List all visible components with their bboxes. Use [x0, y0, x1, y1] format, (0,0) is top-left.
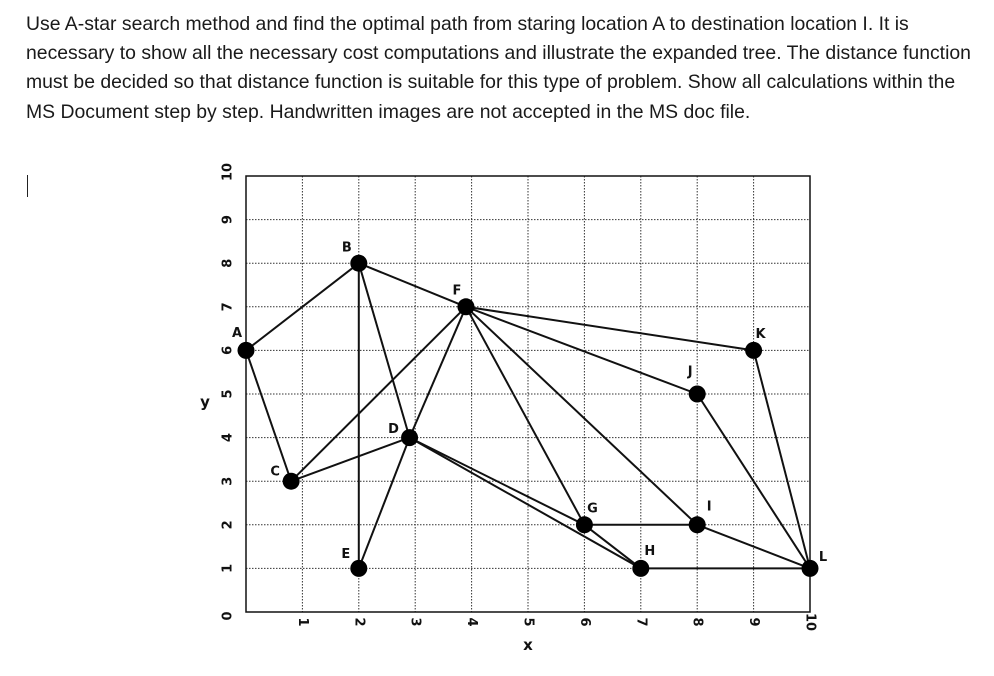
- node-f: [457, 298, 474, 315]
- y-axis-label: y: [200, 393, 210, 411]
- y-tick-label: 10: [220, 162, 236, 182]
- node-g: [576, 516, 593, 533]
- node-e: [350, 560, 367, 577]
- node-h: [632, 560, 649, 577]
- edge-K-L: [754, 350, 810, 568]
- x-tick-label: 4: [464, 617, 480, 627]
- edge-F-G: [466, 307, 584, 525]
- x-tick-label: 2: [351, 617, 367, 627]
- edge-G-H: [584, 525, 640, 569]
- tick-layer: [221, 163, 818, 631]
- node-c: [283, 473, 300, 490]
- y-tick-label: 8: [220, 258, 236, 268]
- edge-F-K: [466, 307, 754, 351]
- node-label-l: L: [818, 549, 828, 565]
- node-i: [689, 516, 706, 533]
- y-tick-label: 0: [220, 611, 236, 621]
- node-label-g: G: [587, 501, 598, 517]
- node-label-f: F: [452, 283, 462, 299]
- node-label-b: B: [341, 240, 352, 256]
- x-tick-label: 1: [294, 617, 310, 627]
- node-label-h: H: [644, 543, 656, 559]
- node-l: [802, 560, 819, 577]
- x-tick-label: 10: [802, 612, 818, 632]
- y-tick-label: 9: [220, 215, 236, 225]
- y-tick-label: 3: [220, 476, 236, 486]
- node-label-i: I: [706, 499, 712, 515]
- edge-D-H: [410, 438, 641, 569]
- node-label-d: D: [388, 422, 399, 438]
- y-tick-label: 4: [220, 433, 236, 443]
- edge-A-C: [246, 350, 291, 481]
- node-label-a: A: [231, 325, 243, 341]
- y-tick-label: 1: [220, 563, 236, 573]
- edge-C-D: [291, 438, 409, 482]
- edge-F-I: [466, 307, 697, 525]
- x-tick-label: 9: [746, 617, 762, 627]
- edge-D-F: [410, 307, 466, 438]
- x-tick-label: 3: [407, 617, 423, 627]
- x-tick-label: 6: [576, 617, 592, 627]
- y-tick-label: 6: [220, 345, 236, 355]
- y-tick-label: 7: [220, 302, 236, 312]
- x-tick-label: 7: [633, 617, 649, 627]
- edge-B-F: [359, 263, 466, 307]
- node-j: [689, 386, 706, 403]
- y-tick-label: 5: [220, 389, 236, 399]
- problem-statement: Use A-star search method and find the optimal path from staring location A to destination location I. It is necessary to show all the necessary cost computations and illustrate the expanded tree. The distance function must be decided so that distance function is suitable for this type of problem. Show all calculations within the MS Document step by step. Handwritten images are not accepted in the MS doc file.: [26, 13, 971, 123]
- y-tick-label: 2: [220, 520, 236, 530]
- node-label-k: K: [755, 326, 766, 342]
- edge-E-D: [359, 438, 410, 569]
- grid-layer: [246, 176, 810, 612]
- x-axis-label: x: [523, 636, 533, 654]
- x-tick-label: 5: [520, 617, 536, 627]
- node-a: [238, 342, 255, 359]
- node-label-c: C: [270, 464, 280, 480]
- edge-F-J: [466, 307, 697, 394]
- x-tick-label: 8: [689, 617, 705, 627]
- node-b: [350, 255, 367, 272]
- node-d: [401, 429, 418, 446]
- node-label-e: E: [341, 546, 351, 562]
- node-k: [745, 342, 762, 359]
- node-label-j: J: [687, 364, 693, 380]
